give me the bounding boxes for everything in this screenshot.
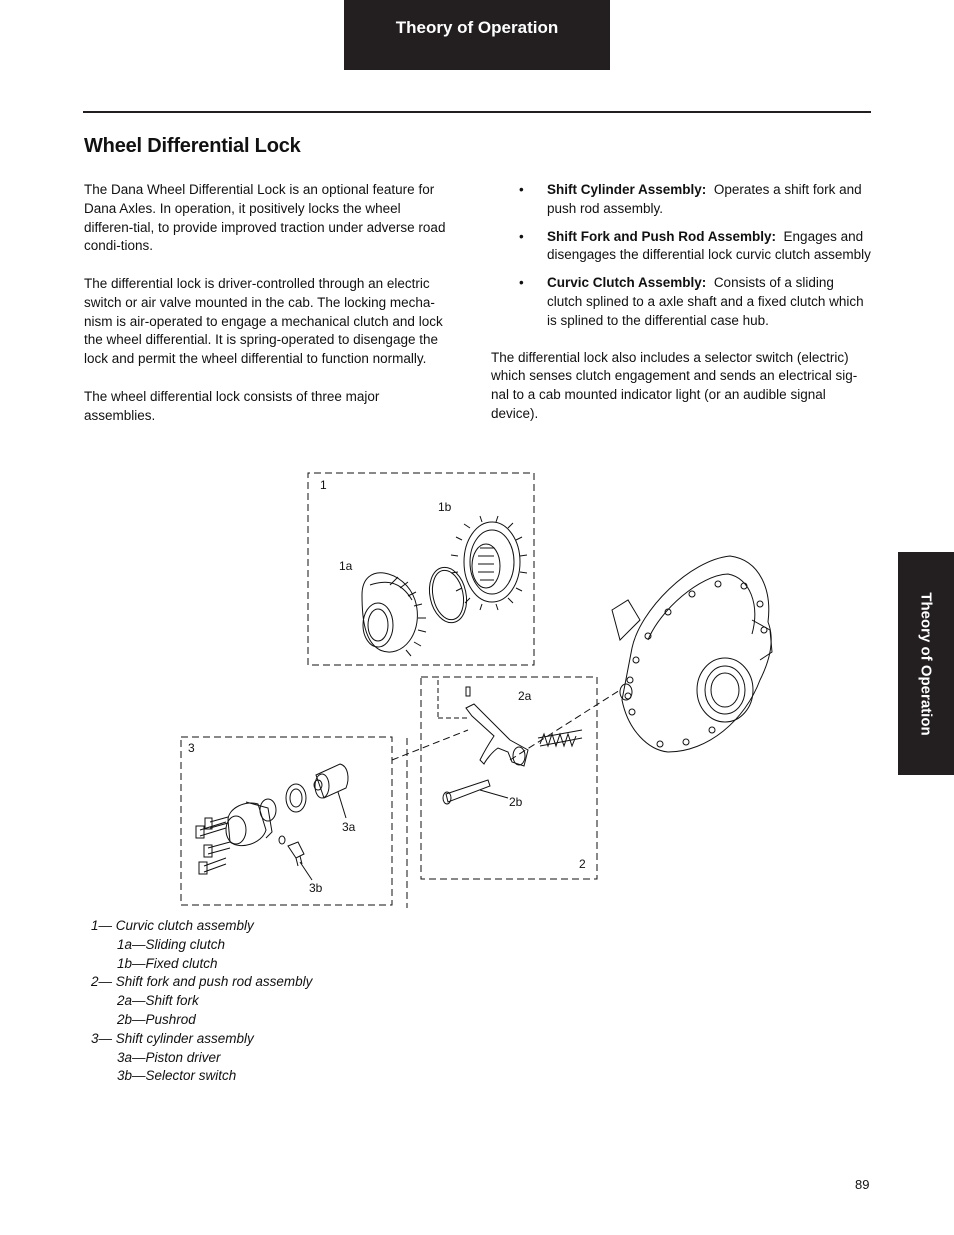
side-tab-label: Theory of Operation	[917, 591, 935, 736]
list-item-term: Shift Cylinder Assembly:	[547, 182, 707, 197]
left-column	[84, 181, 446, 444]
figure-legend	[91, 917, 312, 1086]
page-title: Wheel Differential Lock	[84, 135, 301, 157]
assemblies-paragraph: The wheel differential lock consists of three major assemblies.	[84, 388, 380, 423]
side-section-tab	[898, 552, 954, 775]
label-3b: 3b	[309, 881, 323, 895]
right-column	[491, 181, 871, 443]
label-box1: 1	[320, 478, 327, 492]
list-item-term: Curvic Clutch Assembly:	[547, 275, 707, 291]
legend-item: 1b—Fixed clutch	[117, 955, 218, 971]
box1-border	[308, 473, 534, 665]
intro-paragraph: The Dana Wheel Differential Lock is an optional feature for Dana Axles. In operation, it positively locks the wheel differen-tial, to provide improved traction under adverse road condi-tions.	[84, 182, 446, 254]
legend-item: 1— Curvic clutch assembly	[91, 918, 254, 933]
label-3a: 3a	[342, 820, 356, 834]
fixed-clutch-drawing	[451, 516, 527, 610]
legend-item: 2a—Shift fork	[117, 993, 199, 1009]
selector-switch-drawing	[279, 836, 312, 880]
shift-fork-drawing	[466, 687, 528, 766]
list-item	[491, 228, 871, 266]
header-section-tab	[344, 0, 610, 70]
header-tab-label: Theory of Operation	[395, 18, 559, 37]
list-item-text: Engages and disengages the differential lock curvic clutch assembly	[547, 228, 871, 263]
page-number: 89	[855, 1177, 870, 1192]
label-box2: 2	[579, 857, 586, 871]
snap-ring-drawing	[425, 564, 472, 626]
list-item-text: Consists of a sliding clutch splined to a axle shaft and a fixed clutch which is splined to the differential case hub.	[547, 275, 864, 328]
legend-item: 1a—Sliding clutch	[117, 936, 226, 952]
assembly-list	[491, 181, 871, 331]
legend-item: 3— Shift cylinder assembly	[91, 1030, 254, 1046]
legend-item: 2b—Pushrod	[117, 1011, 196, 1027]
figure-labels	[188, 478, 586, 895]
selector-switch-paragraph: The differential lock also includes a selector switch (electric) which senses clutch engagement and sends an electrical sig-nal to a cab mounted indicator light (or an audible signal device).	[491, 349, 858, 421]
spring-drawing	[538, 730, 582, 746]
label-2a: 2a	[518, 689, 532, 703]
label-1b: 1b	[438, 500, 452, 514]
label-box3: 3	[188, 741, 195, 755]
header-rule	[83, 111, 871, 113]
list-item-text: Operates a shift fork and push rod assembly.	[547, 182, 862, 216]
pushrod-drawing	[443, 780, 508, 804]
sliding-clutch-drawing	[362, 573, 426, 656]
list-item-term: Shift Fork and Push Rod Assembly:	[547, 228, 777, 244]
list-item	[491, 274, 871, 330]
bolts-drawing	[196, 817, 230, 874]
legend-item: 3b—Selector switch	[117, 1068, 237, 1084]
box3-border	[181, 737, 392, 905]
legend-item: 3a—Piston driver	[117, 1049, 221, 1065]
differential-carrier-drawing	[612, 556, 772, 752]
label-1a: 1a	[339, 559, 353, 573]
list-item	[491, 181, 871, 219]
bullet-icon: •	[519, 182, 524, 197]
label-2b: 2b	[509, 795, 523, 809]
control-paragraph: The differential lock is driver-controlled through an electric switch or air valve mounted in the cab. The locking mecha-nism is air-operated to engage a mechanical clutch and lock the wheel differential. It is spring-operated to disengage the lock and permit the wheel differential to function normally.	[84, 275, 443, 367]
box2-border	[421, 677, 597, 879]
shift-cylinder-drawing	[226, 764, 348, 846]
bullet-icon: •	[519, 228, 524, 244]
bullet-icon: •	[519, 275, 524, 291]
legend-item: 2— Shift fork and push rod assembly	[91, 974, 313, 990]
